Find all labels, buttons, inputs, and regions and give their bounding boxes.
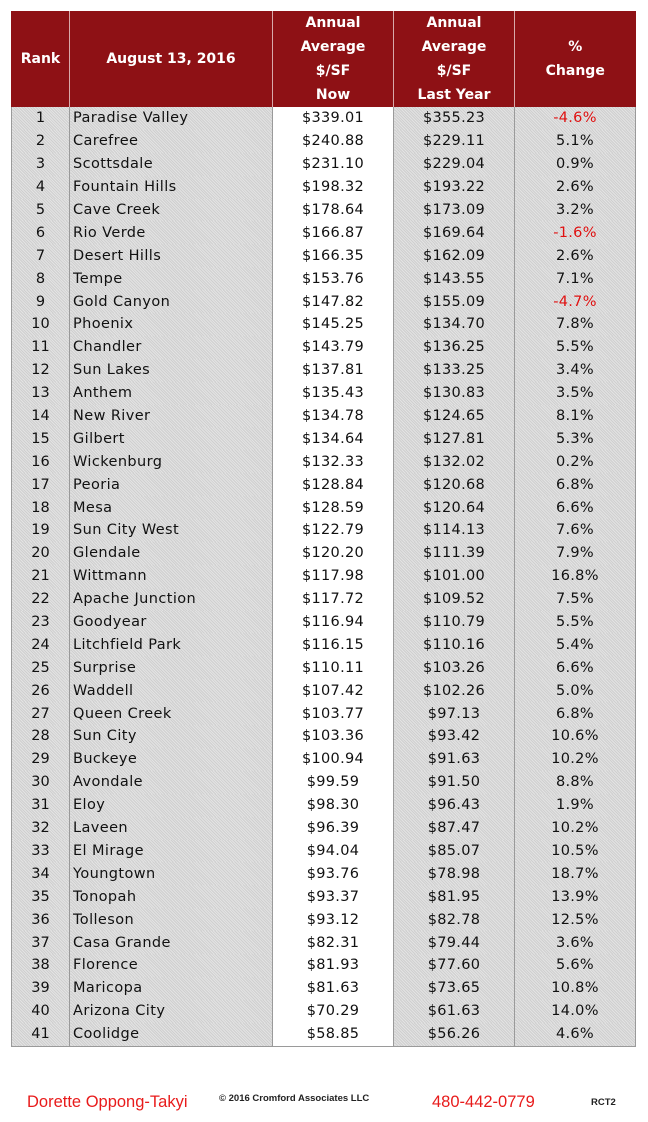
price-now-cell: $81.63 xyxy=(273,977,394,1000)
rank-cell: 33 xyxy=(12,840,70,863)
rank-cell: 7 xyxy=(12,244,70,267)
city-cell: Fountain Hills xyxy=(70,176,273,199)
price-last-year-cell: $110.16 xyxy=(394,633,515,656)
table-row xyxy=(12,702,636,725)
price-last-year-cell: $103.26 xyxy=(394,656,515,679)
percent-change-cell: 12.5% xyxy=(515,908,636,931)
price-now-cell: $198.32 xyxy=(273,176,394,199)
city-cell: New River xyxy=(70,405,273,428)
price-now-cell: $116.15 xyxy=(273,633,394,656)
footer xyxy=(0,1089,648,1119)
table-row xyxy=(12,633,636,656)
rank-cell: 27 xyxy=(12,702,70,725)
table-row xyxy=(12,908,636,931)
price-now-cell: $58.85 xyxy=(273,1023,394,1046)
price-now-cell: $145.25 xyxy=(273,313,394,336)
table-row xyxy=(12,290,636,313)
percent-change-cell: 5.0% xyxy=(515,679,636,702)
price-last-year-cell: $173.09 xyxy=(394,199,515,222)
city-cell: Phoenix xyxy=(70,313,273,336)
rank-cell: 25 xyxy=(12,656,70,679)
price-last-year-cell: $102.26 xyxy=(394,679,515,702)
header-now-line: Now xyxy=(315,87,351,103)
rank-cell: 20 xyxy=(12,542,70,565)
city-cell: Carefree xyxy=(70,130,273,153)
copyright-notice: © 2016 Cromford Associates LLC xyxy=(219,1093,370,1104)
rank-cell: 6 xyxy=(12,221,70,244)
price-last-year-cell: $56.26 xyxy=(394,1023,515,1046)
price-last-year-cell: $78.98 xyxy=(394,862,515,885)
table-row xyxy=(12,840,636,863)
percent-change-cell: 10.6% xyxy=(515,725,636,748)
rank-cell: 32 xyxy=(12,817,70,840)
price-last-year-cell: $87.47 xyxy=(394,817,515,840)
city-cell: Surprise xyxy=(70,656,273,679)
percent-change-cell: 2.6% xyxy=(515,244,636,267)
price-last-year-cell: $96.43 xyxy=(394,794,515,817)
price-last-year-cell: $132.02 xyxy=(394,450,515,473)
price-last-year-cell: $130.83 xyxy=(394,382,515,405)
price-last-year-cell: $93.42 xyxy=(394,725,515,748)
table-row xyxy=(12,427,636,450)
chart-code: RCT2 xyxy=(591,1097,616,1108)
rank-cell: 41 xyxy=(12,1023,70,1046)
price-now-cell: $100.94 xyxy=(273,748,394,771)
city-cell: Gilbert xyxy=(70,427,273,450)
city-cell: Desert Hills xyxy=(70,244,273,267)
percent-change-cell: 3.4% xyxy=(515,359,636,382)
percent-change-cell: 7.9% xyxy=(515,542,636,565)
price-now-cell: $147.82 xyxy=(273,290,394,313)
percent-change-cell: 4.6% xyxy=(515,1023,636,1046)
table-row xyxy=(12,450,636,473)
city-cell: Sun City West xyxy=(70,519,273,542)
price-last-year-cell: $124.65 xyxy=(394,405,515,428)
price-now-cell: $93.37 xyxy=(273,885,394,908)
percent-change-cell: 6.8% xyxy=(515,473,636,496)
price-last-year-cell: $355.23 xyxy=(394,107,515,130)
header-now-line: $/SF xyxy=(315,63,351,79)
rank-cell: 29 xyxy=(12,748,70,771)
price-now-cell: $128.84 xyxy=(273,473,394,496)
table-row xyxy=(12,153,636,176)
price-last-year-cell: $229.04 xyxy=(394,153,515,176)
price-now-cell: $122.79 xyxy=(273,519,394,542)
table-row xyxy=(12,771,636,794)
price-last-year-cell: $155.09 xyxy=(394,290,515,313)
header-change xyxy=(515,11,636,107)
rank-cell: 13 xyxy=(12,382,70,405)
percent-change-cell: 6.8% xyxy=(515,702,636,725)
city-cell: Tolleson xyxy=(70,908,273,931)
percent-change-cell: 6.6% xyxy=(515,656,636,679)
percent-change-cell: 10.2% xyxy=(515,817,636,840)
percent-change-cell: 2.6% xyxy=(515,176,636,199)
percent-change-cell: 3.5% xyxy=(515,382,636,405)
header-last-line: Annual xyxy=(426,15,482,31)
price-now-cell: $153.76 xyxy=(273,267,394,290)
city-cell: Anthem xyxy=(70,382,273,405)
city-cell: Cave Creek xyxy=(70,199,273,222)
city-cell: Laveen xyxy=(70,817,273,840)
price-last-year-cell: $229.11 xyxy=(394,130,515,153)
city-cell: Gold Canyon xyxy=(70,290,273,313)
rank-cell: 2 xyxy=(12,130,70,153)
table-row xyxy=(12,496,636,519)
price-last-year-cell: $109.52 xyxy=(394,588,515,611)
percent-change-cell: 3.2% xyxy=(515,199,636,222)
city-cell: El Mirage xyxy=(70,840,273,863)
percent-change-cell: 0.9% xyxy=(515,153,636,176)
rank-cell: 21 xyxy=(12,565,70,588)
price-now-cell: $134.64 xyxy=(273,427,394,450)
price-per-sqft-table xyxy=(11,11,636,1047)
price-now-cell: $166.87 xyxy=(273,221,394,244)
rank-cell: 19 xyxy=(12,519,70,542)
percent-change-cell: 8.8% xyxy=(515,771,636,794)
rank-cell: 38 xyxy=(12,954,70,977)
city-cell: Apache Junction xyxy=(70,588,273,611)
percent-change-cell: 0.2% xyxy=(515,450,636,473)
percent-change-cell: 1.9% xyxy=(515,794,636,817)
table-row xyxy=(12,748,636,771)
price-now-cell: $107.42 xyxy=(273,679,394,702)
rank-cell: 15 xyxy=(12,427,70,450)
table-row xyxy=(12,176,636,199)
header-rank: Rank xyxy=(12,11,70,107)
price-now-cell: $120.20 xyxy=(273,542,394,565)
table-row xyxy=(12,885,636,908)
table-row xyxy=(12,611,636,634)
price-now-cell: $137.81 xyxy=(273,359,394,382)
city-cell: Goodyear xyxy=(70,611,273,634)
table-row xyxy=(12,1000,636,1023)
header-now-line: Annual xyxy=(305,15,361,31)
percent-change-cell: 7.8% xyxy=(515,313,636,336)
city-cell: Sun Lakes xyxy=(70,359,273,382)
table-row xyxy=(12,862,636,885)
table-row xyxy=(12,794,636,817)
city-cell: Sun City xyxy=(70,725,273,748)
table-row xyxy=(12,954,636,977)
rank-cell: 40 xyxy=(12,1000,70,1023)
price-now-cell: $339.01 xyxy=(273,107,394,130)
price-now-cell: $240.88 xyxy=(273,130,394,153)
price-last-year-cell: $111.39 xyxy=(394,542,515,565)
percent-change-cell: 7.6% xyxy=(515,519,636,542)
table-row xyxy=(12,542,636,565)
rank-cell: 8 xyxy=(12,267,70,290)
rank-cell: 23 xyxy=(12,611,70,634)
percent-change-cell: -4.7% xyxy=(515,290,636,313)
price-last-year-cell: $61.63 xyxy=(394,1000,515,1023)
table-body xyxy=(12,107,636,1046)
percent-change-cell: 6.6% xyxy=(515,496,636,519)
price-last-year-cell: $85.07 xyxy=(394,840,515,863)
percent-change-cell: 8.1% xyxy=(515,405,636,428)
table-row xyxy=(12,679,636,702)
rank-cell: 31 xyxy=(12,794,70,817)
city-cell: Tonopah xyxy=(70,885,273,908)
header-last-line: Last Year xyxy=(417,87,491,103)
percent-change-cell: 5.3% xyxy=(515,427,636,450)
city-cell: Casa Grande xyxy=(70,931,273,954)
table-row xyxy=(12,519,636,542)
table-header-row xyxy=(12,11,636,107)
price-now-cell: $116.94 xyxy=(273,611,394,634)
price-last-year-cell: $120.64 xyxy=(394,496,515,519)
price-now-cell: $93.76 xyxy=(273,862,394,885)
table-row xyxy=(12,359,636,382)
price-now-cell: $132.33 xyxy=(273,450,394,473)
header-date: August 13, 2016 xyxy=(70,11,273,107)
price-now-cell: $134.78 xyxy=(273,405,394,428)
percent-change-cell: 14.0% xyxy=(515,1000,636,1023)
header-last-line: $/SF xyxy=(436,63,472,79)
price-last-year-cell: $101.00 xyxy=(394,565,515,588)
percent-change-cell: 7.5% xyxy=(515,588,636,611)
percent-change-cell: 10.5% xyxy=(515,840,636,863)
price-now-cell: $93.12 xyxy=(273,908,394,931)
city-cell: Eloy xyxy=(70,794,273,817)
rank-cell: 28 xyxy=(12,725,70,748)
table-row xyxy=(12,244,636,267)
table-row xyxy=(12,931,636,954)
table-row xyxy=(12,199,636,222)
header-change-line: % xyxy=(568,39,583,55)
table-row xyxy=(12,405,636,428)
table-header xyxy=(12,11,636,107)
rank-cell: 3 xyxy=(12,153,70,176)
price-last-year-cell: $143.55 xyxy=(394,267,515,290)
city-cell: Mesa xyxy=(70,496,273,519)
agent-name: Dorette Oppong-Takyi xyxy=(27,1093,188,1111)
percent-change-cell: 10.8% xyxy=(515,977,636,1000)
percent-change-cell: 5.5% xyxy=(515,611,636,634)
rank-cell: 14 xyxy=(12,405,70,428)
rank-cell: 4 xyxy=(12,176,70,199)
percent-change-cell: -1.6% xyxy=(515,221,636,244)
percent-change-cell: 13.9% xyxy=(515,885,636,908)
city-cell: Wickenburg xyxy=(70,450,273,473)
rank-cell: 12 xyxy=(12,359,70,382)
phone-number: 480-442-0779 xyxy=(432,1093,535,1111)
rank-cell: 10 xyxy=(12,313,70,336)
percent-change-cell: -4.6% xyxy=(515,107,636,130)
percent-change-cell: 3.6% xyxy=(515,931,636,954)
header-change-line: Change xyxy=(545,63,605,79)
price-last-year-cell: $134.70 xyxy=(394,313,515,336)
table-row xyxy=(12,1023,636,1046)
percent-change-cell: 5.4% xyxy=(515,633,636,656)
percent-change-cell: 5.5% xyxy=(515,336,636,359)
price-last-year-cell: $120.68 xyxy=(394,473,515,496)
table-row xyxy=(12,588,636,611)
percent-change-cell: 16.8% xyxy=(515,565,636,588)
table-row xyxy=(12,473,636,496)
price-now-cell: $110.11 xyxy=(273,656,394,679)
price-last-year-cell: $110.79 xyxy=(394,611,515,634)
price-last-year-cell: $127.81 xyxy=(394,427,515,450)
rank-cell: 17 xyxy=(12,473,70,496)
city-cell: Paradise Valley xyxy=(70,107,273,130)
city-cell: Chandler xyxy=(70,336,273,359)
table-row xyxy=(12,107,636,130)
table-row xyxy=(12,656,636,679)
table-row xyxy=(12,313,636,336)
price-last-year-cell: $91.50 xyxy=(394,771,515,794)
rank-cell: 35 xyxy=(12,885,70,908)
city-cell: Wittmann xyxy=(70,565,273,588)
rank-cell: 11 xyxy=(12,336,70,359)
rank-cell: 18 xyxy=(12,496,70,519)
price-last-year-cell: $136.25 xyxy=(394,336,515,359)
price-now-cell: $96.39 xyxy=(273,817,394,840)
city-cell: Arizona City xyxy=(70,1000,273,1023)
rank-cell: 1 xyxy=(12,107,70,130)
rank-cell: 34 xyxy=(12,862,70,885)
city-cell: Glendale xyxy=(70,542,273,565)
price-now-cell: $94.04 xyxy=(273,840,394,863)
price-now-cell: $135.43 xyxy=(273,382,394,405)
price-table-container xyxy=(11,11,635,1047)
rank-cell: 39 xyxy=(12,977,70,1000)
price-last-year-cell: $79.44 xyxy=(394,931,515,954)
city-cell: Queen Creek xyxy=(70,702,273,725)
table-row xyxy=(12,565,636,588)
city-cell: Coolidge xyxy=(70,1023,273,1046)
rank-cell: 16 xyxy=(12,450,70,473)
price-now-cell: $178.64 xyxy=(273,199,394,222)
city-cell: Litchfield Park xyxy=(70,633,273,656)
price-now-cell: $166.35 xyxy=(273,244,394,267)
rank-cell: 5 xyxy=(12,199,70,222)
city-cell: Avondale xyxy=(70,771,273,794)
price-now-cell: $82.31 xyxy=(273,931,394,954)
price-last-year-cell: $193.22 xyxy=(394,176,515,199)
table-row xyxy=(12,382,636,405)
percent-change-cell: 7.1% xyxy=(515,267,636,290)
price-last-year-cell: $81.95 xyxy=(394,885,515,908)
table-row xyxy=(12,977,636,1000)
city-cell: Buckeye xyxy=(70,748,273,771)
price-last-year-cell: $77.60 xyxy=(394,954,515,977)
city-cell: Florence xyxy=(70,954,273,977)
table-row xyxy=(12,130,636,153)
table-row xyxy=(12,725,636,748)
table-row xyxy=(12,817,636,840)
price-last-year-cell: $114.13 xyxy=(394,519,515,542)
table-row xyxy=(12,267,636,290)
header-last-line: Average xyxy=(421,39,487,55)
percent-change-cell: 18.7% xyxy=(515,862,636,885)
rank-cell: 24 xyxy=(12,633,70,656)
price-last-year-cell: $133.25 xyxy=(394,359,515,382)
rank-cell: 9 xyxy=(12,290,70,313)
city-cell: Maricopa xyxy=(70,977,273,1000)
price-now-cell: $99.59 xyxy=(273,771,394,794)
percent-change-cell: 10.2% xyxy=(515,748,636,771)
price-now-cell: $103.36 xyxy=(273,725,394,748)
price-now-cell: $117.72 xyxy=(273,588,394,611)
rank-cell: 37 xyxy=(12,931,70,954)
city-cell: Tempe xyxy=(70,267,273,290)
price-now-cell: $81.93 xyxy=(273,954,394,977)
price-now-cell: $117.98 xyxy=(273,565,394,588)
percent-change-cell: 5.6% xyxy=(515,954,636,977)
price-last-year-cell: $82.78 xyxy=(394,908,515,931)
header-now-line: Average xyxy=(300,39,366,55)
rank-cell: 30 xyxy=(12,771,70,794)
rank-cell: 26 xyxy=(12,679,70,702)
city-cell: Peoria xyxy=(70,473,273,496)
price-now-cell: $143.79 xyxy=(273,336,394,359)
city-cell: Waddell xyxy=(70,679,273,702)
price-now-cell: $103.77 xyxy=(273,702,394,725)
header-now xyxy=(273,11,394,107)
header-last-year xyxy=(394,11,515,107)
price-now-cell: $70.29 xyxy=(273,1000,394,1023)
price-now-cell: $231.10 xyxy=(273,153,394,176)
city-cell: Scottsdale xyxy=(70,153,273,176)
price-last-year-cell: $73.65 xyxy=(394,977,515,1000)
city-cell: Youngtown xyxy=(70,862,273,885)
rank-cell: 36 xyxy=(12,908,70,931)
city-cell: Rio Verde xyxy=(70,221,273,244)
rank-cell: 22 xyxy=(12,588,70,611)
price-now-cell: $98.30 xyxy=(273,794,394,817)
price-last-year-cell: $162.09 xyxy=(394,244,515,267)
table-row xyxy=(12,336,636,359)
percent-change-cell: 5.1% xyxy=(515,130,636,153)
price-last-year-cell: $97.13 xyxy=(394,702,515,725)
price-last-year-cell: $169.64 xyxy=(394,221,515,244)
price-last-year-cell: $91.63 xyxy=(394,748,515,771)
price-now-cell: $128.59 xyxy=(273,496,394,519)
table-row xyxy=(12,221,636,244)
